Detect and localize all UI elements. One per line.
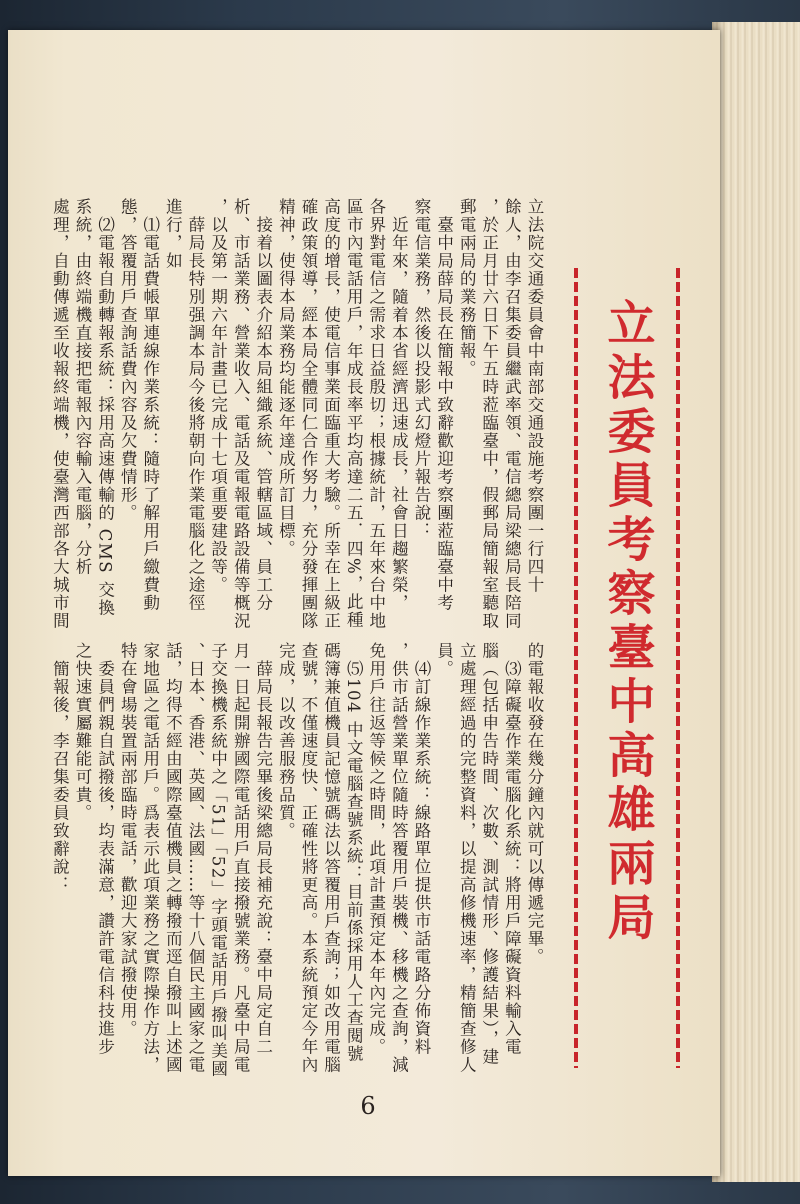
upper-text-column: 臺中局薛局長在簡報中致辭歡迎考察團蒞臨臺中考 [434,198,454,612]
lower-text-column: 之快速實屬難能可貴。 [72,642,92,822]
upper-text-column: 精神，使得本局業務均能逐年達成所訂目標。 [276,198,296,558]
lower-text-column: 完成，以改善服務品質。 [276,642,296,840]
lower-text-column: 家地區之電話用戶。爲表示此項業務之實際操作方法， [140,642,160,1074]
article-title: 立法委員考察臺中高雄兩局 [599,298,655,946]
page-number: 6 [360,1092,376,1120]
lower-text-column: 、日本、香港、英國、法國……等十八個民主國家之電 [185,642,205,1074]
upper-text-column: ⑵電報自動轉報系統：採用高速傳輸的 CMS 交換 [95,198,115,617]
upper-text-column: 近年來，隨着本省經濟迅速成長，社會日趨繁榮， [389,198,409,612]
document-page [8,30,720,1176]
lower-text-column: 話，均得不經由國際臺值機員之轉撥而逕自撥叫上述國 [163,642,183,1074]
lower-text-column: ⑷訂線作業系統：線路單位提供市話電路分佈資料 [411,642,431,1056]
upper-text-column: 處理，自動傳遞至收報終端機，使臺灣西部各大城市間 [50,198,70,630]
lower-text-column: 腦（包括申告時間、次數、測試情形、修護結果），建 [479,642,499,1066]
upper-text-column: 區市內電話用戶，年成長率平均高達二五．四%，此種 [344,198,364,630]
upper-text-column: 郵電兩局的業務簡報。 [457,198,477,378]
lower-text-column: 免用戶往返等候之時間，此項計畫預定本年內完成。 [366,642,386,1056]
lower-text-column: ，供市話營業單位隨時答覆用戶裝機、移機之查詢，減 [389,642,409,1074]
upper-text-column: 態，答覆用戶查詢話費內容及欠費情形。 [118,198,138,522]
upper-text-column: 餘人，由李召集委員繼武率領、電信總局梁總局長陪同 [502,198,522,630]
title-box [574,268,680,1068]
lower-text-column: ⑶障礙臺作業電腦化系統：將用戶障礙資料輸入電 [502,642,522,1056]
title-border-left [574,268,578,1068]
upper-text-column: 析、市話業務、營業收入、電話及電報電路設備等概況 [231,198,251,630]
upper-text-column: 高度的增長，使電信事業面臨重大考驗。所幸在上級正 [321,198,341,630]
lower-text-column: 薛局長報告完畢後梁總局長補充說：臺中局定自二 [253,642,273,1056]
upper-text-column: 確政策領導，經本局全體同仁合作努力，充分發揮團隊 [298,198,318,630]
upper-text-column: 立法院交通委員會中南部交通設施考察團一行四十 [524,198,544,594]
lower-text-column: 的電報收發在幾分鐘內就可以傳遞完畢。 [524,642,544,966]
title-border-right [676,268,680,1068]
upper-text-column: 薛局長特別强調本局今後將朝向作業電腦化之途徑 [185,198,205,612]
upper-text-column: 察電信業務，然後以投影式幻燈片報告說： [411,198,431,540]
upper-text-column: 各界對電信之需求日益殷切；根據統計，五年來台中地 [366,198,386,630]
upper-text-column: ⑴電話費帳單連線作業系統：隨時了解用戶繳費動 [140,198,160,612]
lower-text-column: 查號，不僅速度快、正確性將更高。本系統預定今年內 [298,642,318,1074]
upper-text-column: 系統，由終端機直接把電報內容輸入電腦，分析 [72,198,92,576]
upper-text-column: 接着以圖表介紹本局組織系統、管轄區域、員工分 [253,198,273,612]
lower-text-column: 月一日起開辦國際電話用戶直接撥號業務。凡臺中局電 [231,642,251,1074]
lower-text-column: ⑸104 中文電腦查號系統：目前係採用人工查閱號 [344,642,364,1063]
upper-text-column: ，以及第一期六年計畫已完成十七項重要建設等。 [208,198,228,594]
lower-text-column: 委員們親自試撥後，均表滿意，讚許電信科技進步 [95,642,115,1056]
upper-text-column: ，於正月廿六日下午五時蒞臨臺中，假郵局簡報室聽取 [479,198,499,630]
lower-text-column: 子交換機系統中之「51」「52」字頭電話用戶撥叫美國 [208,642,228,1078]
lower-text-column: 碼簿兼值機員記憶號碼法以答覆用戶查詢；如改用電腦 [321,642,341,1074]
lower-text-column: 簡報後，李召集委員致辭說： [50,642,70,894]
page-edges [712,22,800,1182]
upper-text-column: 進行，如 [163,198,183,270]
lower-text-column: 員。 [434,642,454,678]
lower-text-column: 特在會場裝置兩部臨時電話，歡迎大家試撥使用。 [118,642,138,1038]
lower-text-column: 立處理經過的完整資料，以提高修機速率，精簡查修人 [457,642,477,1074]
